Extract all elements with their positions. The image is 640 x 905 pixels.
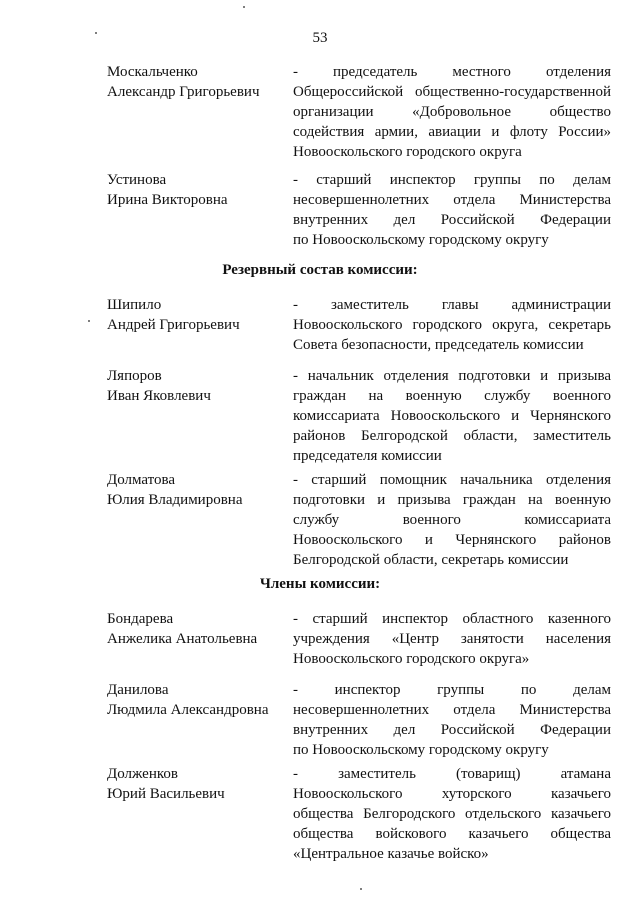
position-line: службу военного комиссариата [293, 512, 611, 528]
given-names: Александр Григорьевич [107, 84, 260, 100]
surname: Долматова [107, 472, 176, 488]
position-line: общества Белгородского отдельского казачьего [293, 806, 611, 822]
person-name [107, 680, 287, 720]
surname: Устинова [107, 172, 167, 188]
person-name [107, 609, 287, 649]
position-description [293, 366, 611, 466]
position-line: внутренних дел Российской Федерации [293, 212, 611, 228]
person-name [107, 170, 287, 210]
person-name [107, 470, 287, 510]
scan-speck [95, 32, 97, 34]
position-line: внутренних дел Российской Федерации [293, 722, 611, 738]
position-line: организации «Добровольное общество [293, 104, 611, 120]
position-line: - председатель местного отделения [293, 64, 611, 80]
position-line: Белгородской области, секретарь комиссии [293, 552, 569, 568]
heading-reserve: Резервный состав комиссии: [222, 262, 418, 278]
position-line: - старший инспектор областного казенного [293, 611, 611, 627]
position-line: - старший помощник начальника отделения [293, 472, 611, 488]
position-line: районов Белгородской области, заместитель [293, 428, 611, 444]
position-description [293, 295, 611, 355]
position-line: Новооскольского хуторского казачьего [293, 786, 611, 802]
given-names: Юрий Васильевич [107, 786, 225, 802]
heading-members: Члены комиссии: [259, 576, 381, 592]
position-line: комиссариата Новооскольского и Чернянского [293, 408, 611, 424]
position-line: Новооскольского городского округа» [293, 651, 530, 667]
position-description [293, 764, 611, 864]
surname: Ляпоров [107, 368, 162, 384]
scan-speck [243, 6, 245, 8]
given-names: Ирина Викторовна [107, 192, 228, 208]
scan-speck [360, 888, 362, 890]
position-line: председателя комиссии [293, 448, 442, 464]
position-description [293, 170, 611, 250]
surname: Долженков [107, 766, 178, 782]
given-names: Юлия Владимировна [107, 492, 243, 508]
person-name [107, 764, 287, 804]
surname: Данилова [107, 682, 169, 698]
position-line: «Центральное казачье войско» [293, 846, 489, 862]
position-line: Новооскольского городского округа [293, 144, 522, 160]
position-line: - заместитель главы администрации [293, 297, 611, 313]
position-line: - старший инспектор группы по делам [293, 172, 611, 188]
position-line: Новооскольского городского округа, секретарь [293, 317, 611, 333]
page-number: 53 [312, 30, 328, 46]
position-line: - заместитель (товарищ) атамана [293, 766, 611, 782]
position-line: подготовки и призыва граждан на военную [293, 492, 611, 508]
position-line: общества войскового казачьего общества [293, 826, 611, 842]
surname: Москальченко [107, 64, 198, 80]
given-names: Анжелика Анатольевна [107, 631, 258, 647]
position-description [293, 680, 611, 760]
surname: Шипило [107, 297, 162, 313]
position-line: по Новооскольскому городскому округу [293, 742, 549, 758]
position-line: по Новооскольскому городскому округу [293, 232, 549, 248]
position-line: граждан на военную службу военного [293, 388, 611, 404]
position-line: несовершеннолетних отдела Министерства [293, 192, 611, 208]
position-line: учреждения «Центр занятости населения [293, 631, 611, 647]
position-line: Совета безопасности, председатель комиссии [293, 337, 584, 353]
person-name [107, 62, 287, 102]
scan-speck [88, 320, 90, 322]
person-name [107, 366, 287, 406]
position-line: несовершеннолетних отдела Министерства [293, 702, 611, 718]
person-name [107, 295, 287, 335]
position-line: - инспектор группы по делам [293, 682, 611, 698]
position-description [293, 470, 611, 570]
position-description [293, 62, 611, 162]
given-names: Людмила Александровна [107, 702, 269, 718]
position-description [293, 609, 611, 669]
position-line: Новооскольского и Чернянского районов [293, 532, 611, 548]
position-line: - начальник отделения подготовки и призыва [293, 368, 611, 384]
given-names: Андрей Григорьевич [107, 317, 240, 333]
surname: Бондарева [107, 611, 174, 627]
position-line: содействия армии, авиации и флоту России» [293, 124, 611, 140]
given-names: Иван Яковлевич [107, 388, 211, 404]
position-line: Общероссийской общественно-государственной [293, 84, 611, 100]
